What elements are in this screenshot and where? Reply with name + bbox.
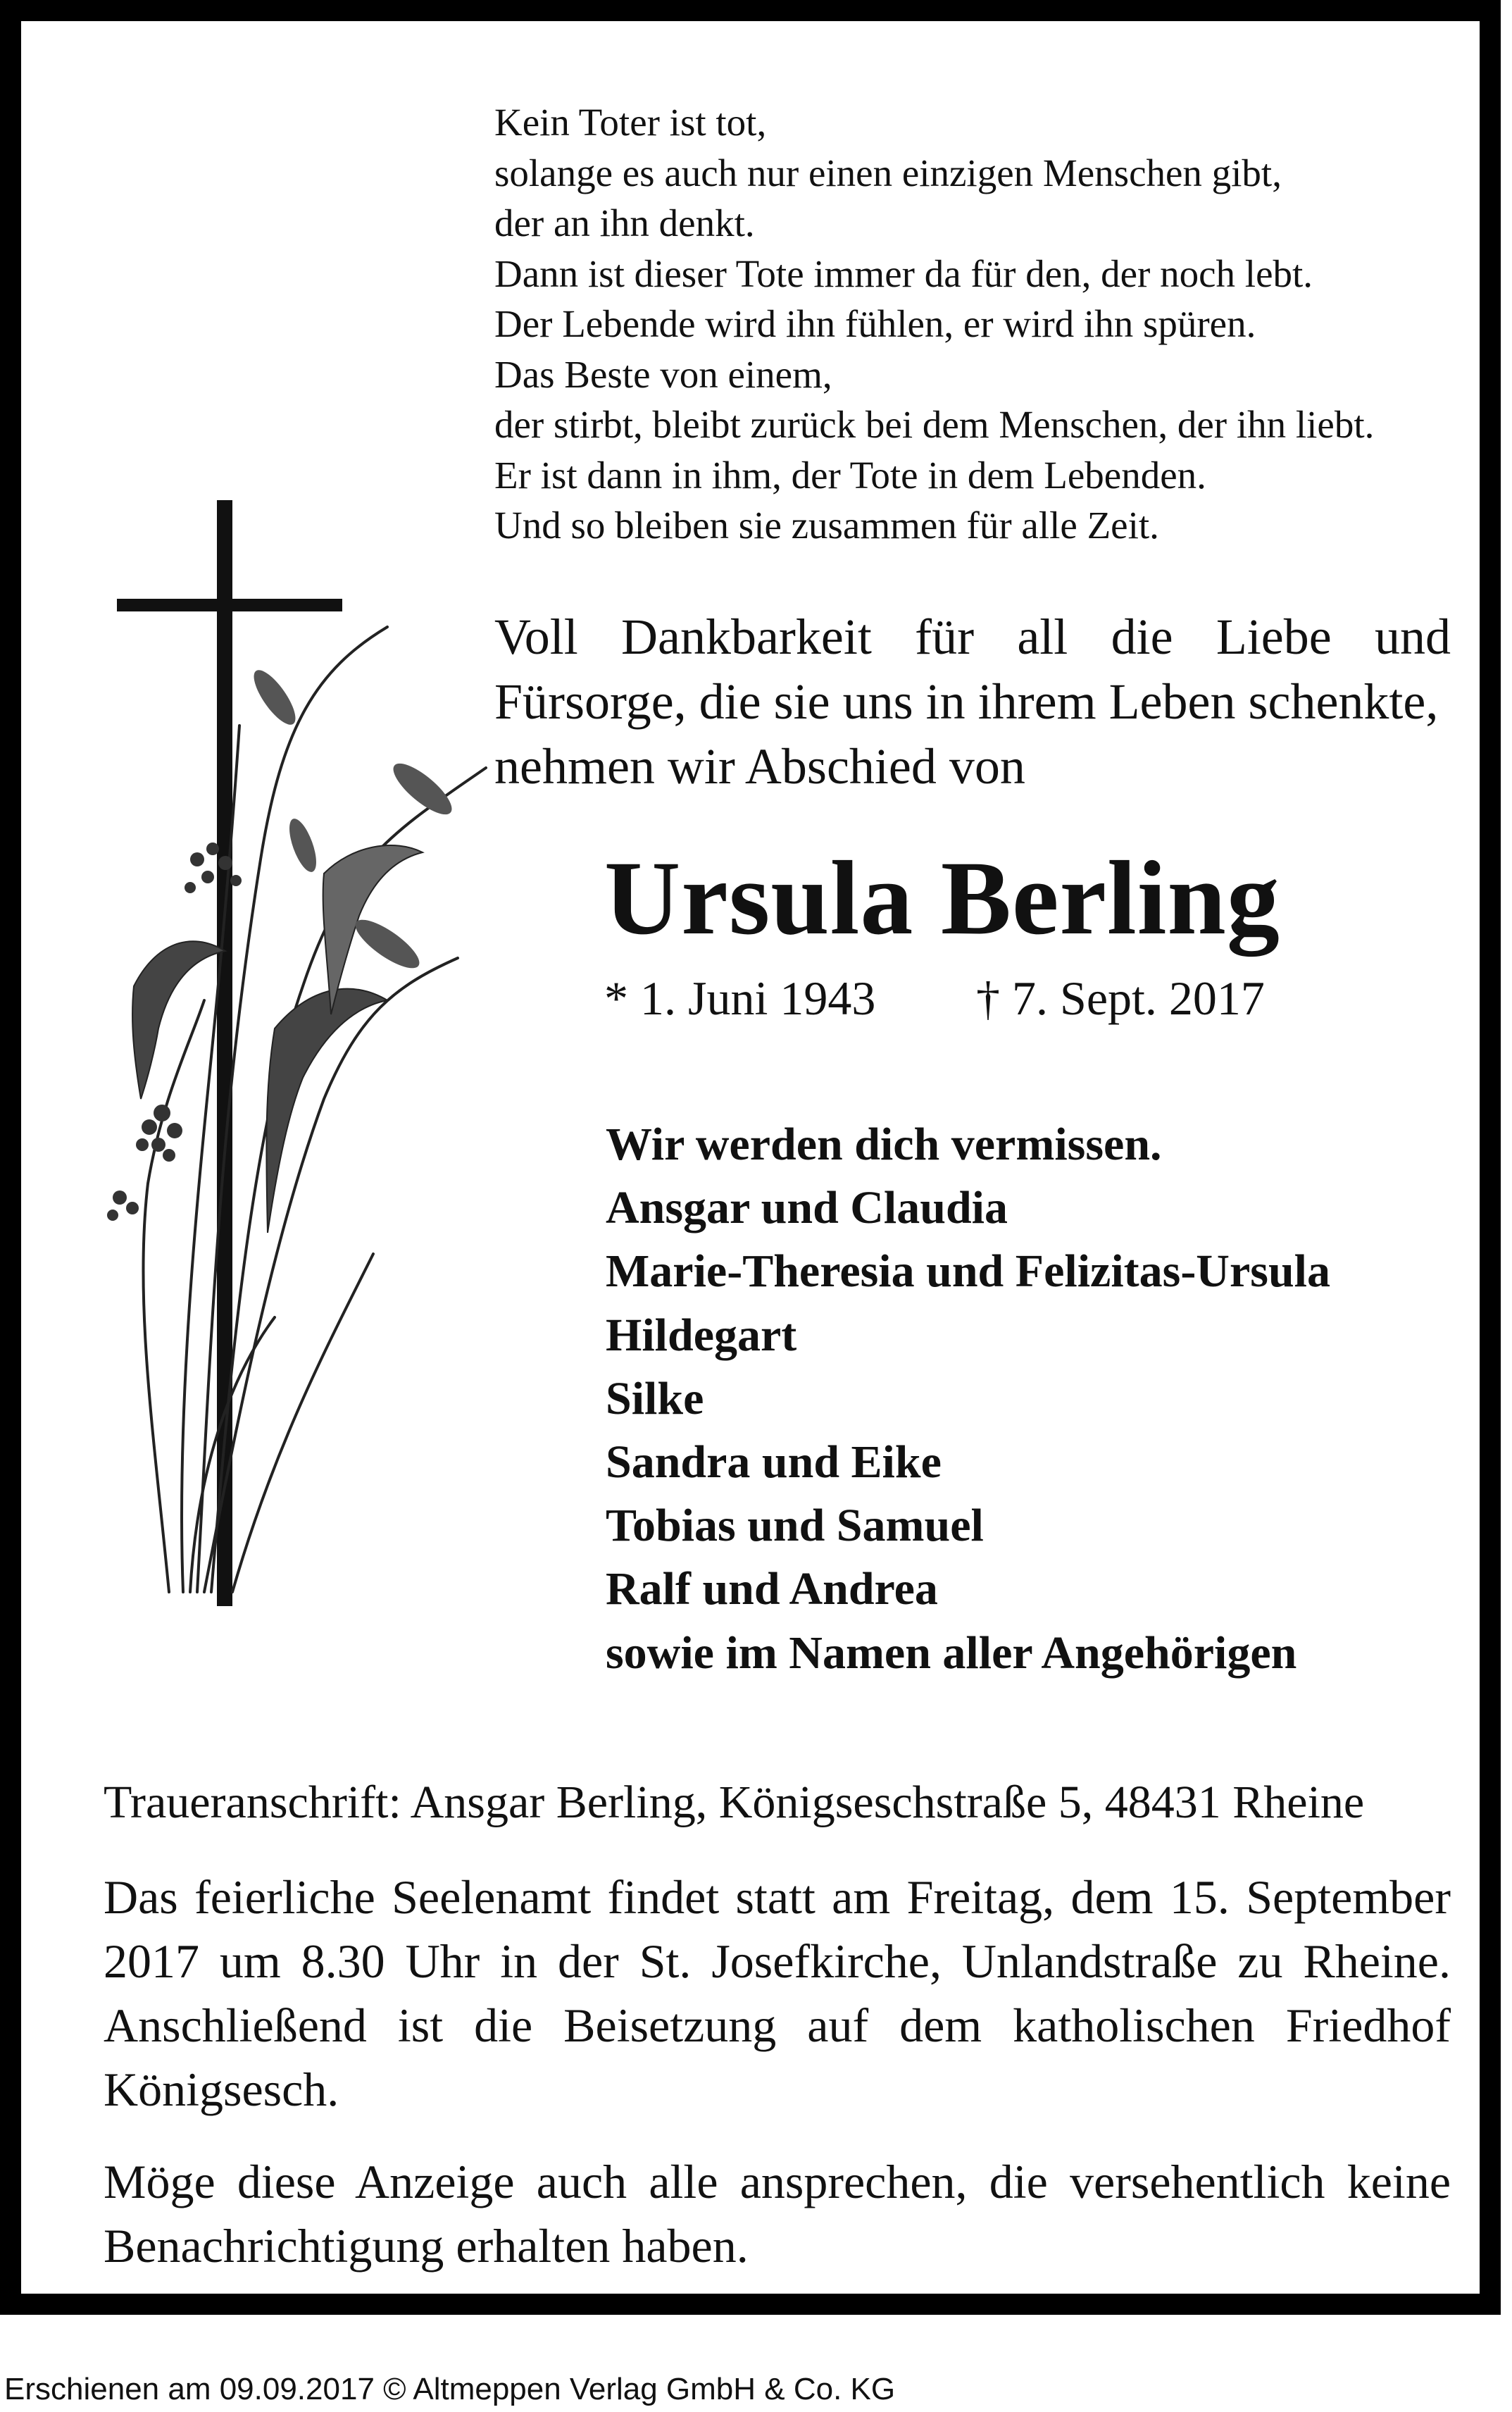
mourners-list: [606, 1113, 1330, 1685]
mourners-line: Ralf und Andrea: [606, 1563, 938, 1615]
life-dates: [604, 966, 1344, 1030]
poem-line: der stirbt, bleibt zurück bei dem Menschen, der ihn liebt.: [494, 403, 1375, 446]
mourners-line: sowie im Namen aller Angehörigen: [606, 1627, 1297, 1679]
poem-line: Das Beste von einem,: [494, 352, 832, 396]
poem-line: Kein Toter ist tot,: [494, 101, 767, 144]
birth-date: * 1. Juni 1943: [604, 971, 876, 1025]
gratitude-text: [494, 604, 1451, 799]
mourners-line: Hildegart: [606, 1309, 797, 1361]
mourners-line: Sandra und Eike: [606, 1436, 942, 1488]
cross-with-grain-icon: [92, 493, 528, 1620]
poem-line: Der Lebende wird ihn fühlen, er wird ihn spüren.: [494, 302, 1256, 345]
poem-line: solange es auch nur einen einzigen Menschen gibt,: [494, 151, 1282, 194]
gratitude-line: Voll Dankbarkeit für all die Liebe und: [494, 609, 1451, 665]
mourners-line: Silke: [606, 1372, 704, 1424]
poem-line: Dann ist dieser Tote immer da für den, der noch lebt.: [494, 251, 1313, 295]
mourners-line: Ansgar und Claudia: [606, 1182, 1008, 1234]
poem-line: Und so bleiben sie zusammen für alle Zeit.: [494, 504, 1159, 547]
deceased-name: Ursula Berling: [604, 840, 1280, 957]
mourning-address: Traueranschrift: Ansgar Berling, Königseschstraße 5, 48431 Rheine: [104, 1777, 1365, 1828]
publication-footer: Erschienen am 09.09.2017 © Altmeppen Verlag GmbH & Co. KG: [4, 2372, 896, 2406]
death-date: † 7. Sept. 2017: [976, 971, 1265, 1025]
poem: [494, 97, 1452, 551]
mourners-line: Tobias und Samuel: [606, 1500, 984, 1552]
poem-line: der an ihn denkt.: [494, 201, 755, 244]
notice-text: Möge diese Anzeige auch alle ansprechen, die versehentlich keine Benachrichtigung erhalten haben.: [104, 2155, 1451, 2273]
service-info: Das feierliche Seelenamt findet statt am Freitag, dem 15. September 2017 um 8.30 Uhr in der St. Josefkirche, Unlandstraße zu Rheine. Anschließend ist die Beisetzung auf dem katholischen Friedhof Königsesch.: [104, 1870, 1451, 2116]
gratitude-line: Fürsorge, die sie uns in ihrem Leben schenkte,: [494, 673, 1439, 730]
poem-line: Er ist dann in ihm, der Tote in dem Lebenden.: [494, 453, 1206, 497]
gratitude-line: nehmen wir Abschied von: [494, 738, 1025, 795]
mourners-line: Wir werden dich vermissen.: [606, 1119, 1162, 1170]
mourners-line: Marie-Theresia und Felizitas-Ursula: [606, 1245, 1330, 1298]
